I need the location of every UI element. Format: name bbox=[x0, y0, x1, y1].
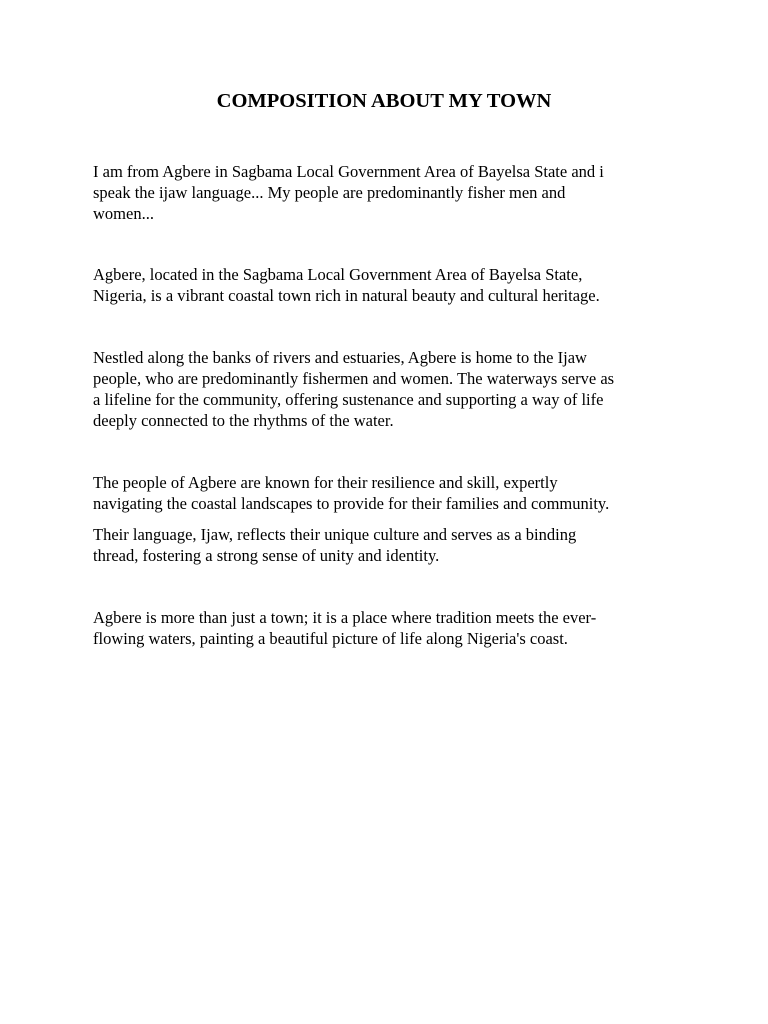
text-line: I am from Agbere in Sagbama Local Government Area of Bayelsa State and i bbox=[93, 162, 604, 181]
text-line: Nigeria, is a vibrant coastal town rich in natural beauty and cultural heritage. bbox=[93, 286, 600, 305]
text-line: thread, fostering a strong sense of unity and identity. bbox=[93, 546, 440, 565]
text-line: speak the ijaw language... My people are predominantly fisher men and bbox=[93, 183, 566, 202]
text-line: women... bbox=[93, 204, 154, 223]
document-title: COMPOSITION ABOUT MY TOWN bbox=[216, 90, 552, 112]
paragraph-people bbox=[93, 472, 678, 514]
text-line: navigating the coastal landscapes to provide for their families and community. bbox=[93, 494, 610, 513]
text-line: deeply connected to the rhythms of the water. bbox=[93, 411, 394, 430]
text-line: Agbere is more than just a town; it is a place where tradition meets the ever- bbox=[93, 608, 597, 627]
paragraph-conclusion bbox=[93, 607, 678, 649]
text-line: Their language, Ijaw, reflects their unique culture and serves as a binding bbox=[93, 525, 577, 544]
paragraph-language bbox=[93, 524, 678, 566]
text-line: a lifeline for the community, offering sustenance and supporting a way of life bbox=[93, 390, 604, 409]
text-line: Agbere, located in the Sagbama Local Government Area of Bayelsa State, bbox=[93, 265, 583, 284]
paragraph-intro bbox=[93, 161, 678, 224]
paragraph-location bbox=[93, 264, 678, 306]
text-line: The people of Agbere are known for their resilience and skill, expertly bbox=[93, 473, 558, 492]
text-line: people, who are predominantly fishermen and women. The waterways serve as bbox=[93, 369, 615, 388]
paragraph-waterways bbox=[93, 347, 678, 431]
text-line: Nestled along the banks of rivers and estuaries, Agbere is home to the Ijaw bbox=[93, 348, 587, 367]
text-line: flowing waters, painting a beautiful picture of life along Nigeria's coast. bbox=[93, 629, 568, 648]
